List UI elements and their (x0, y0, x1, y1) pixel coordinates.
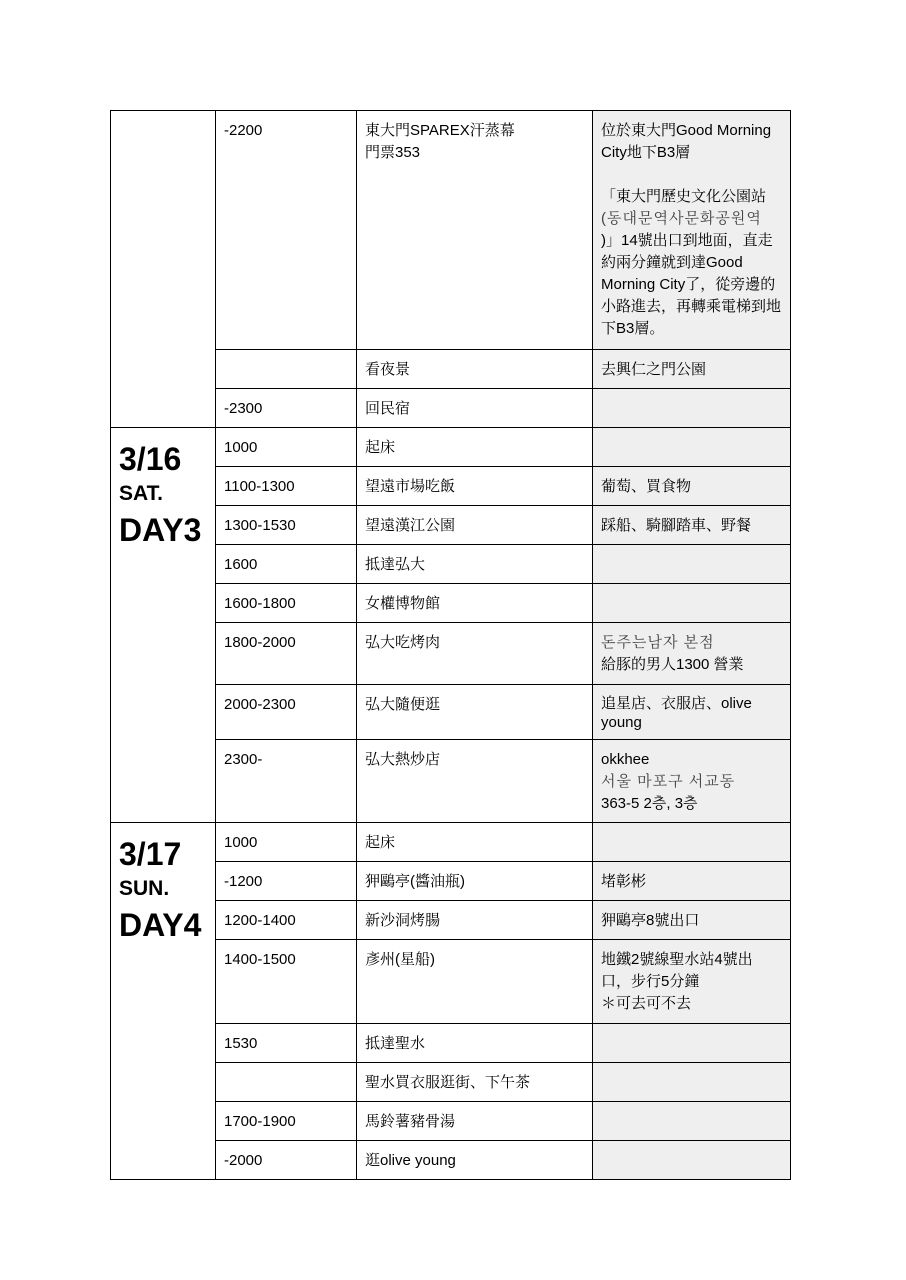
note-line: )」14號出口到地面，直走約兩分鐘就到達Good Morning City了，從旁邊的小路進去，再轉乘電梯到地下B3層。 (601, 232, 782, 337)
note-cell: 狎鷗亭8號出口 (593, 901, 791, 940)
day-cell-day3 (111, 428, 216, 823)
note-line (601, 164, 782, 186)
time-cell: 2300- (216, 740, 357, 823)
time-cell: 1100-1300 (216, 467, 357, 506)
table-row (111, 111, 791, 350)
day-label: DAY4 (119, 907, 202, 943)
note-cell: 追星店、衣服店、olive young (593, 685, 791, 740)
time-cell (216, 1063, 357, 1102)
note-line: okkhee (601, 751, 650, 768)
note-line: 서울 마포구 서교동 (601, 773, 736, 790)
note-cell (593, 584, 791, 623)
time-cell: 2000-2300 (216, 685, 357, 740)
note-cell (593, 1141, 791, 1180)
note-line: 地鐵2號線聖水站4號出口，步行5分鐘 (601, 951, 753, 990)
day-date: 3/17 (119, 836, 182, 872)
activity-cell: 弘大吃烤肉 (357, 623, 593, 685)
time-cell: -2000 (216, 1141, 357, 1180)
note-line: 돈주는남자 본점 (601, 634, 715, 651)
activity-cell: 彥州(星船) (357, 940, 593, 1024)
time-cell: 1000 (216, 823, 357, 862)
note-line: 給豚的男人1300 營業 (601, 656, 744, 673)
activity-cell: 起床 (357, 428, 593, 467)
activity-cell: 回民宿 (357, 389, 593, 428)
activity-cell: 抵達聖水 (357, 1024, 593, 1063)
note-cell (593, 1102, 791, 1141)
time-cell: 1800-2000 (216, 623, 357, 685)
note-cell (593, 111, 791, 350)
activity-cell: 聖水買衣服逛街、下午茶 (357, 1063, 593, 1102)
activity-cell: 看夜景 (357, 350, 593, 389)
note-cell (593, 940, 791, 1024)
time-cell: 1000 (216, 428, 357, 467)
time-cell (216, 350, 357, 389)
note-line: (동대문역사문화공원역 (601, 210, 762, 227)
activity-cell: 女權博物館 (357, 584, 593, 623)
time-cell: 1700-1900 (216, 1102, 357, 1141)
day-cell-day4 (111, 823, 216, 1180)
note-cell (593, 623, 791, 685)
note-cell (593, 823, 791, 862)
activity-cell (357, 111, 593, 350)
time-cell: -1200 (216, 862, 357, 901)
note-cell (593, 1063, 791, 1102)
note-line: 363-5 2층, 3층 (601, 795, 698, 812)
activity-cell: 望遠市場吃飯 (357, 467, 593, 506)
activity-text: 東大門SPAREX汗蒸幕 門票353 (365, 122, 515, 161)
day-weekday: SAT. (119, 482, 163, 505)
time-cell: 1400-1500 (216, 940, 357, 1024)
note-cell: 踩船、騎腳踏車、野餐 (593, 506, 791, 545)
time-cell: -2200 (216, 111, 357, 350)
note-line: 「東大門歷史文化公園站 (601, 188, 767, 205)
table-row (111, 823, 791, 862)
activity-cell: 逛olive young (357, 1141, 593, 1180)
itinerary-table (110, 110, 791, 1180)
time-cell: 1300-1530 (216, 506, 357, 545)
time-cell: 1200-1400 (216, 901, 357, 940)
time-cell: -2300 (216, 389, 357, 428)
activity-cell: 馬鈴薯豬骨湯 (357, 1102, 593, 1141)
activity-cell: 弘大熱炒店 (357, 740, 593, 823)
note-cell (593, 545, 791, 584)
day-date: 3/16 (119, 441, 182, 477)
day-weekday: SUN. (119, 877, 170, 900)
activity-cell: 新沙洞烤腸 (357, 901, 593, 940)
time-cell: 1530 (216, 1024, 357, 1063)
day-label: DAY3 (119, 512, 202, 548)
note-cell: 去興仁之門公園 (593, 350, 791, 389)
note-cell: 葡萄、買食物 (593, 467, 791, 506)
table-row (111, 428, 791, 467)
activity-cell: 望遠漢江公園 (357, 506, 593, 545)
note-line: ＊可去可不去 (601, 995, 692, 1012)
note-cell (593, 1024, 791, 1063)
activity-cell: 抵達弘大 (357, 545, 593, 584)
time-cell: 1600-1800 (216, 584, 357, 623)
activity-cell: 起床 (357, 823, 593, 862)
note-cell (593, 389, 791, 428)
activity-cell: 狎鷗亭(醬油瓶) (357, 862, 593, 901)
time-cell: 1600 (216, 545, 357, 584)
day-cell-empty (111, 111, 216, 428)
note-cell (593, 740, 791, 823)
note-cell: 堵彰彬 (593, 862, 791, 901)
activity-cell: 弘大隨便逛 (357, 685, 593, 740)
note-cell (593, 428, 791, 467)
note-line: 位於東大門Good Morning City地下B3層 (601, 122, 776, 161)
